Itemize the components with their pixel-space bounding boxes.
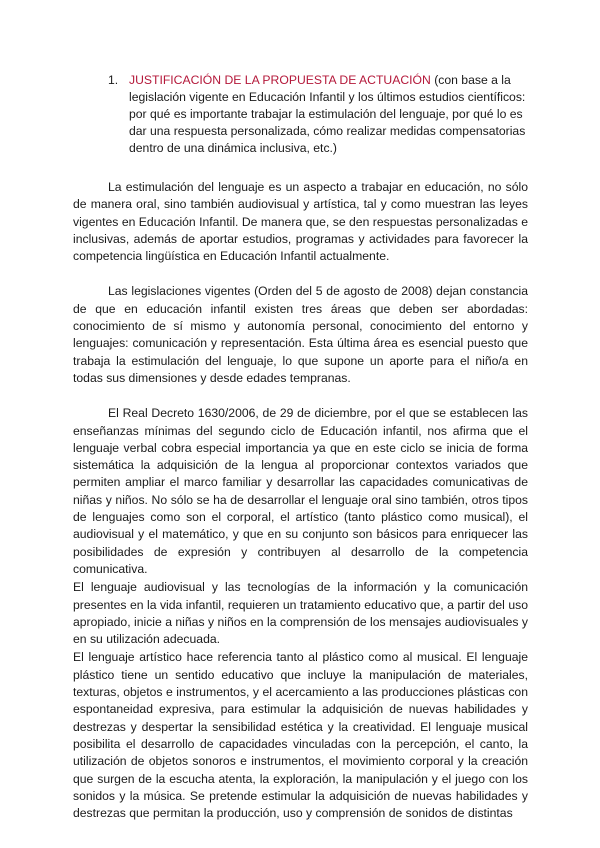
paragraph-audiovisual-language: El lenguaje audiovisual y las tecnologías de la información y la comunicación presentes en la vida infantil, requieren un tratamiento educativo que, a partir del uso apropiado, inicie a niñas y niños en la comprensión de los mensajes audiovisuales y en su utilización adecuada. xyxy=(73,580,528,647)
paragraph-royal-decree: El Real Decreto 1630/2006, de 29 de diciembre, por el que se establecen las enseñanzas mínimas del segundo ciclo de Educación infantil, nos afirma que el lenguaje verbal cobra especial importancia ya que en este ciclo se inicia de forma sistemática la adquisición de la lengua al proporcionar contextos variados que permiten ampliar el marco familiar y desarrollar las capacidades comunicativas de niñas y niños. No sólo se ha de desarrollar el lenguaje oral sino también, otros tipos de lenguajes como son el corporal, el artístico (tanto plástico como musical), el audiovisual y el matemático, y que en su conjunto son básicos para enriquecer las posibilidades de expresión y contribuyen al desarrollo de la competencia comunicativa. xyxy=(73,406,528,576)
paragraph-artistic-language: El lenguaje artístico hace referencia tanto al plástico como al musical. El lenguaje plástico tiene un sentido educativo que incluye la manipulación de materiales, texturas, objetos e instrumentos, y el acercamiento a las producciones plásticas con espontaneidad expresiva, para estimular la adquisición de nuevas habilidades y destrezas y despertar la sensibilidad estética y la creatividad. El lenguaje musical posibilita el desarrollo de capacidades vinculadas con la percepción, el canto, la utilización de objetos sonoros e instrumentos, el movimiento corporal y la creación que surgen de la escucha atenta, la exploración, la manipulación y el juego con los sonidos y la música. Se pretende estimular la adquisición de nuevas habilidades y destrezas que permitan la producción, uso y comprensión de sonidos de distintas xyxy=(73,650,528,821)
paragraph-language-stimulation: La estimulación del lenguaje es un aspecto a trabajar en educación, no sólo de manera oral, sino también audiovisual y artística, tal y como muestran las leyes vigentes en Educación Infantil. De manera que, se den respuestas personalizadas e inclusivas, además de aportar estudios, programas y actividades para favorecer la competencia lingüística en Educación Infantil actualmente. xyxy=(73,180,528,264)
paragraph-current-legislation: Las legislaciones vigentes (Orden del 5 de agosto de 2008) dejan constancia de que en educación infantil existen tres áreas que deben ser abordadas: conocimiento de sí mismo y autonomía personal, conocimiento del entorno y lenguajes: comunicación y representación. Esta última área es esencial puesto que trabaja la estimulación del lenguaje, lo que supone un aporte para el niño/a en todas sus dimensiones y desde edades tempranas. xyxy=(73,284,528,385)
section-heading xyxy=(73,72,528,157)
heading-note: (con base a la legislación vigente en Educación Infantil y los últimos estudios científicos: por qué es importante trabajar la estimulación del lenguaje, por qué lo es dar una respuesta personalizada, cómo realizar medidas compensatorias dentro de una dinámica inclusiva, etc.) xyxy=(129,73,526,155)
heading-number: 1. xyxy=(108,73,119,87)
heading-body xyxy=(129,72,528,157)
heading-title: JUSTIFICACIÓN DE LA PROPUESTA DE ACTUACIÓN xyxy=(129,73,431,87)
